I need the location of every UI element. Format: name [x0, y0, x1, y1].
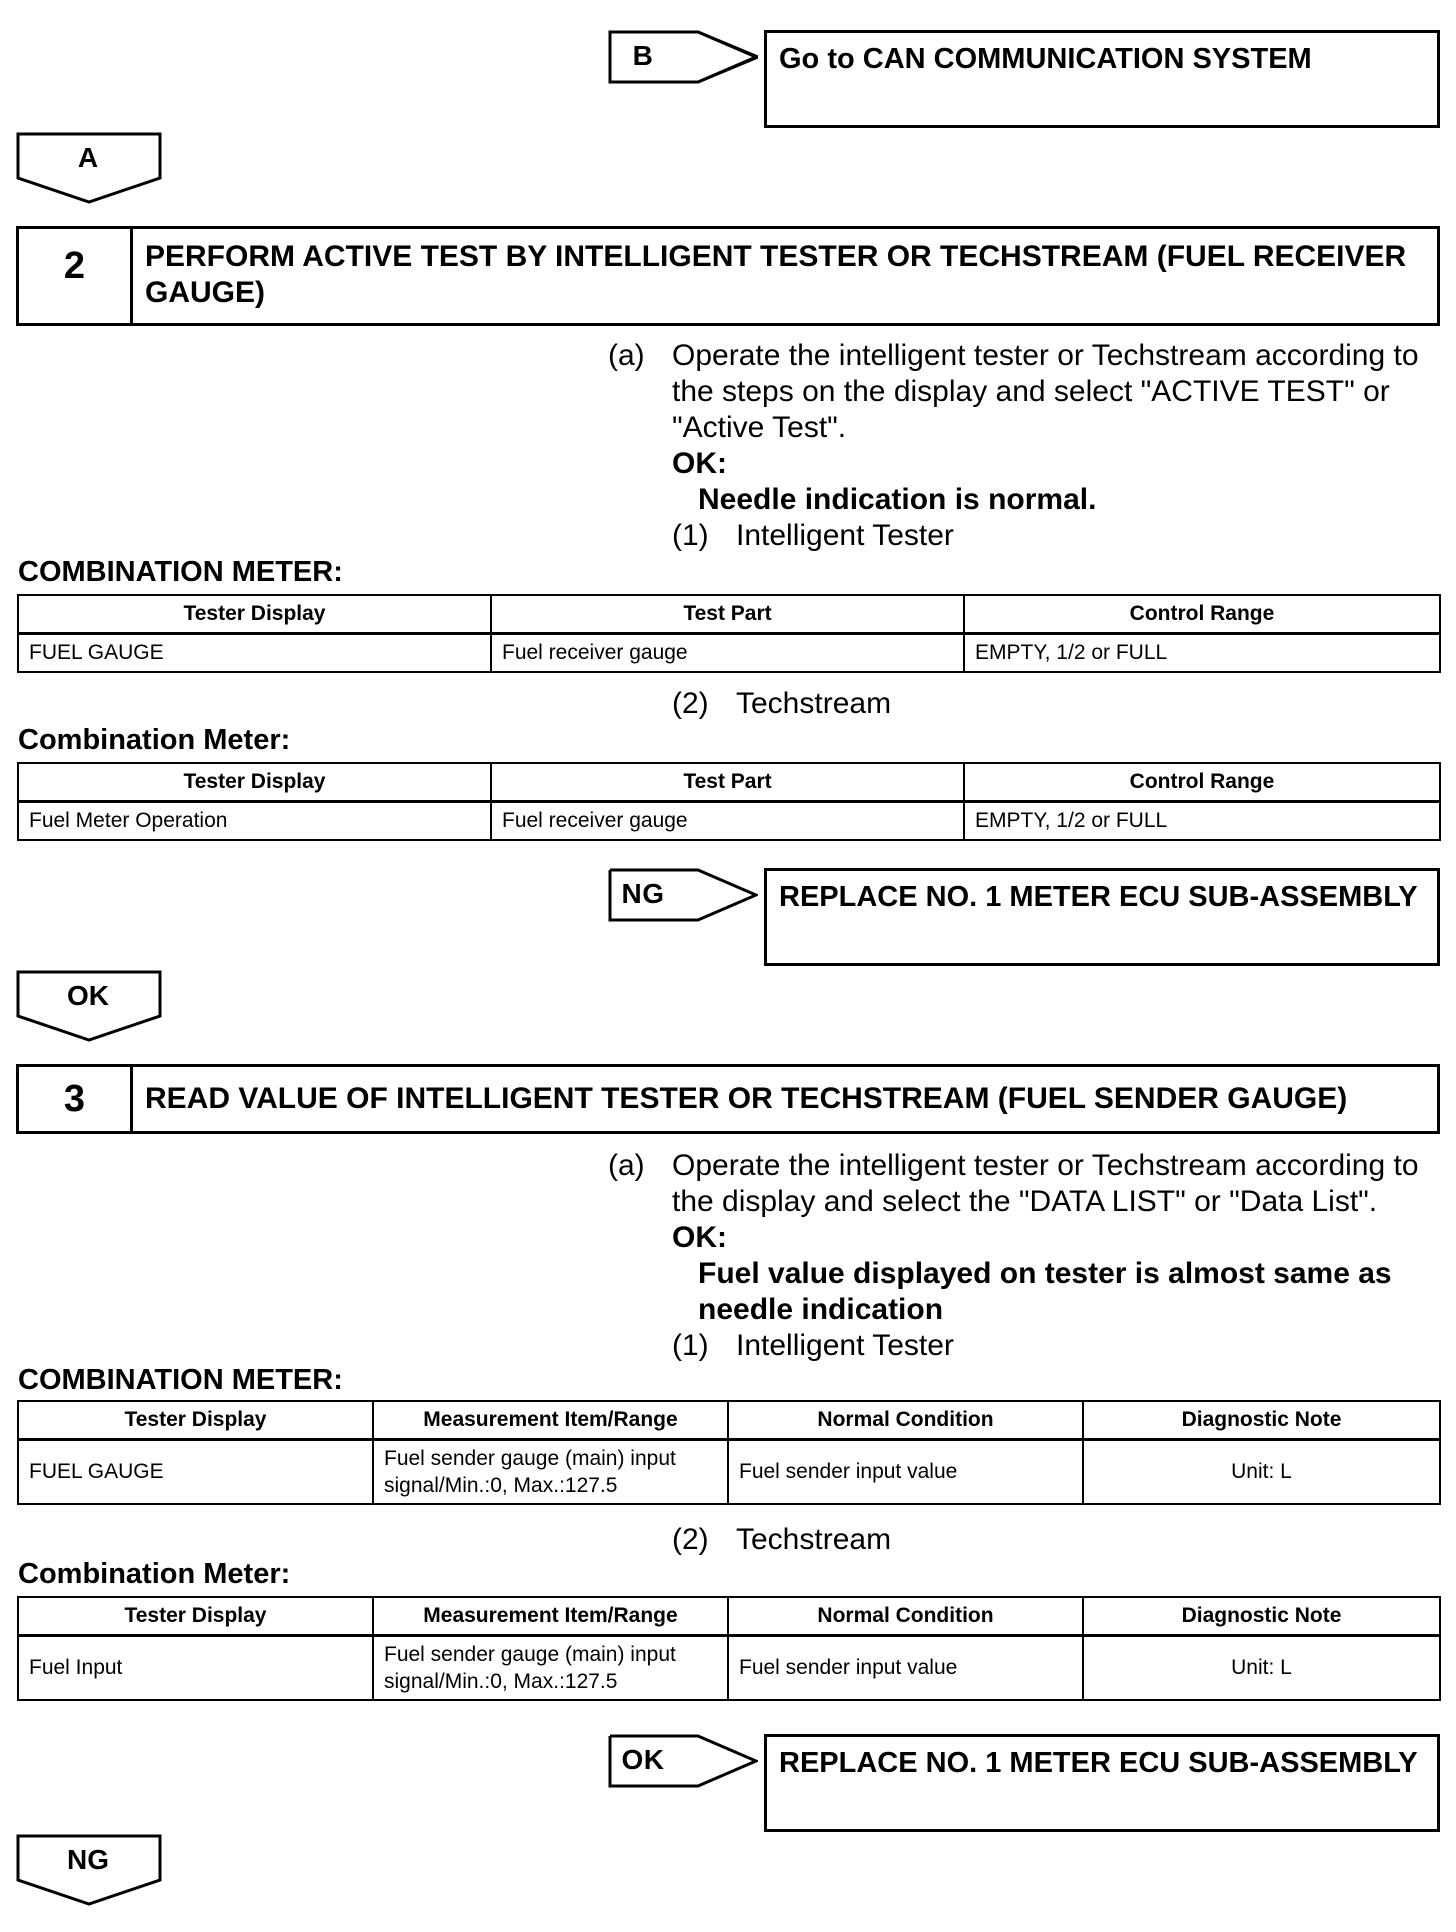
step-3-table2-caption: Combination Meter:: [18, 1558, 291, 1590]
branch-a-tab: [16, 132, 164, 206]
table-header: Tester Display: [18, 763, 491, 802]
step-3-sub2-tag: (2): [672, 1523, 709, 1556]
step-3-ok-value: Fuel value displayed on tester is almost same as needle indication: [698, 1257, 1392, 1326]
replace-meter-ecu-box[interactable]: [764, 868, 1440, 966]
step-3-ok-label: OK:: [672, 1221, 727, 1254]
table-cell: Fuel sender input value: [728, 1440, 1083, 1505]
table-header: Diagnostic Note: [1083, 1401, 1440, 1440]
table-cell: Fuel sender input value: [728, 1636, 1083, 1701]
step-2-sub1-text: Intelligent Tester: [736, 519, 954, 552]
table-header: Control Range: [964, 763, 1440, 802]
branch-ok2-tab: [608, 1734, 758, 1790]
table-cell: FUEL GAUGE: [18, 1440, 373, 1505]
table-header: Tester Display: [18, 595, 491, 634]
step-2-title: PERFORM ACTIVE TEST BY INTELLIGENT TESTER OR TECHSTREAM (FUEL RECEIVER GAUGE): [145, 240, 1407, 309]
branch-ng2-tab: [16, 1834, 164, 1908]
table-cell: Unit: L: [1083, 1440, 1440, 1505]
table-row: [18, 802, 1440, 841]
branch-ng-tab: [608, 868, 758, 924]
step-3-table1: [17, 1400, 1441, 1505]
table-row: [18, 1440, 1440, 1505]
table-header: Normal Condition: [728, 1597, 1083, 1636]
go-to-can-text: Go to CAN COMMUNICATION SYSTEM: [779, 43, 1312, 75]
branch-ok-tab: [16, 970, 164, 1044]
step-3-instructions-2: [608, 1522, 1438, 1558]
step-2-ok-value: Needle indication is normal.: [698, 483, 1097, 516]
table-cell: Unit: L: [1083, 1636, 1440, 1701]
table-header: Diagnostic Note: [1083, 1597, 1440, 1636]
table-header: Tester Display: [18, 1401, 373, 1440]
table-cell: Fuel receiver gauge: [491, 634, 964, 673]
step-2-instructions-2: [608, 686, 1438, 722]
step-2-sub2-text: Techstream: [736, 687, 892, 720]
table-cell: EMPTY, 1/2 or FULL: [964, 802, 1440, 841]
step-3-sub1-tag: (1): [672, 1329, 709, 1362]
table-header: Measurement Item/Range: [373, 1597, 728, 1636]
table-cell: EMPTY, 1/2 or FULL: [964, 634, 1440, 673]
table-header: Normal Condition: [728, 1401, 1083, 1440]
replace-meter-ecu-box-2[interactable]: [764, 1734, 1440, 1832]
step-2-instruction-tag: (a): [608, 339, 645, 372]
branch-ok-label: OK: [67, 980, 109, 1011]
step-3-table1-caption: COMBINATION METER:: [18, 1364, 343, 1396]
table-row: [18, 1636, 1440, 1701]
step-3-title: READ VALUE OF INTELLIGENT TESTER OR TECHSTREAM (FUEL SENDER GAUGE): [145, 1082, 1348, 1115]
step-2-sub2-tag: (2): [672, 687, 709, 720]
step-2-table1-caption: COMBINATION METER:: [18, 556, 343, 588]
branch-a-label: A: [77, 142, 99, 173]
branch-ng2-label: NG: [67, 1844, 109, 1875]
step-2-ok-label: OK:: [672, 447, 727, 480]
step-3-table2: [17, 1596, 1441, 1701]
step-3-sub2-text: Techstream: [736, 1523, 892, 1556]
branch-ok2-label: OK: [621, 1744, 665, 1775]
table-header: Measurement Item/Range: [373, 1401, 728, 1440]
table-cell: Fuel receiver gauge: [491, 802, 964, 841]
step-2-header: [16, 226, 1440, 326]
step-2-table2: [17, 762, 1441, 841]
branch-b-label: B: [632, 40, 654, 71]
table-row: [18, 634, 1440, 673]
table-header: Control Range: [964, 595, 1440, 634]
step-3-header: [16, 1064, 1440, 1134]
step-2-instructions: [608, 338, 1438, 554]
branch-b-tab: [608, 30, 758, 86]
branch-ng-label: NG: [621, 878, 665, 909]
step-2-table1: [17, 594, 1441, 673]
replace-meter-ecu-text-2: REPLACE NO. 1 METER ECU SUB-ASSEMBLY: [779, 1747, 1418, 1779]
step-2-table2-caption: Combination Meter:: [18, 724, 291, 756]
step-2-sub1-tag: (1): [672, 519, 709, 552]
table-cell: Fuel sender gauge (main) input signal/Min.:0, Max.:127.5: [373, 1636, 728, 1701]
step-2-number: 2: [19, 229, 133, 323]
table-cell: Fuel sender gauge (main) input signal/Min.:0, Max.:127.5: [373, 1440, 728, 1505]
table-cell: Fuel Meter Operation: [18, 802, 491, 841]
step-3-number: 3: [19, 1067, 133, 1131]
table-cell: FUEL GAUGE: [18, 634, 491, 673]
table-header: Test Part: [491, 595, 964, 634]
step-3-sub1-text: Intelligent Tester: [736, 1329, 954, 1362]
step-3-instruction-tag: (a): [608, 1149, 645, 1182]
step-2-instruction-text: Operate the intelligent tester or Techstream according to the steps on the display and select "ACTIVE TEST" or "Active Test".: [672, 339, 1419, 444]
replace-meter-ecu-text: REPLACE NO. 1 METER ECU SUB-ASSEMBLY: [779, 881, 1418, 913]
table-header: Tester Display: [18, 1597, 373, 1636]
step-3-instruction-text: Operate the intelligent tester or Techstream according to the display and select the "DATA LIST" or "Data List".: [672, 1149, 1419, 1218]
go-to-can-box[interactable]: [764, 30, 1440, 128]
step-3-instructions: [608, 1148, 1438, 1364]
table-cell: Fuel Input: [18, 1636, 373, 1701]
table-header: Test Part: [491, 763, 964, 802]
